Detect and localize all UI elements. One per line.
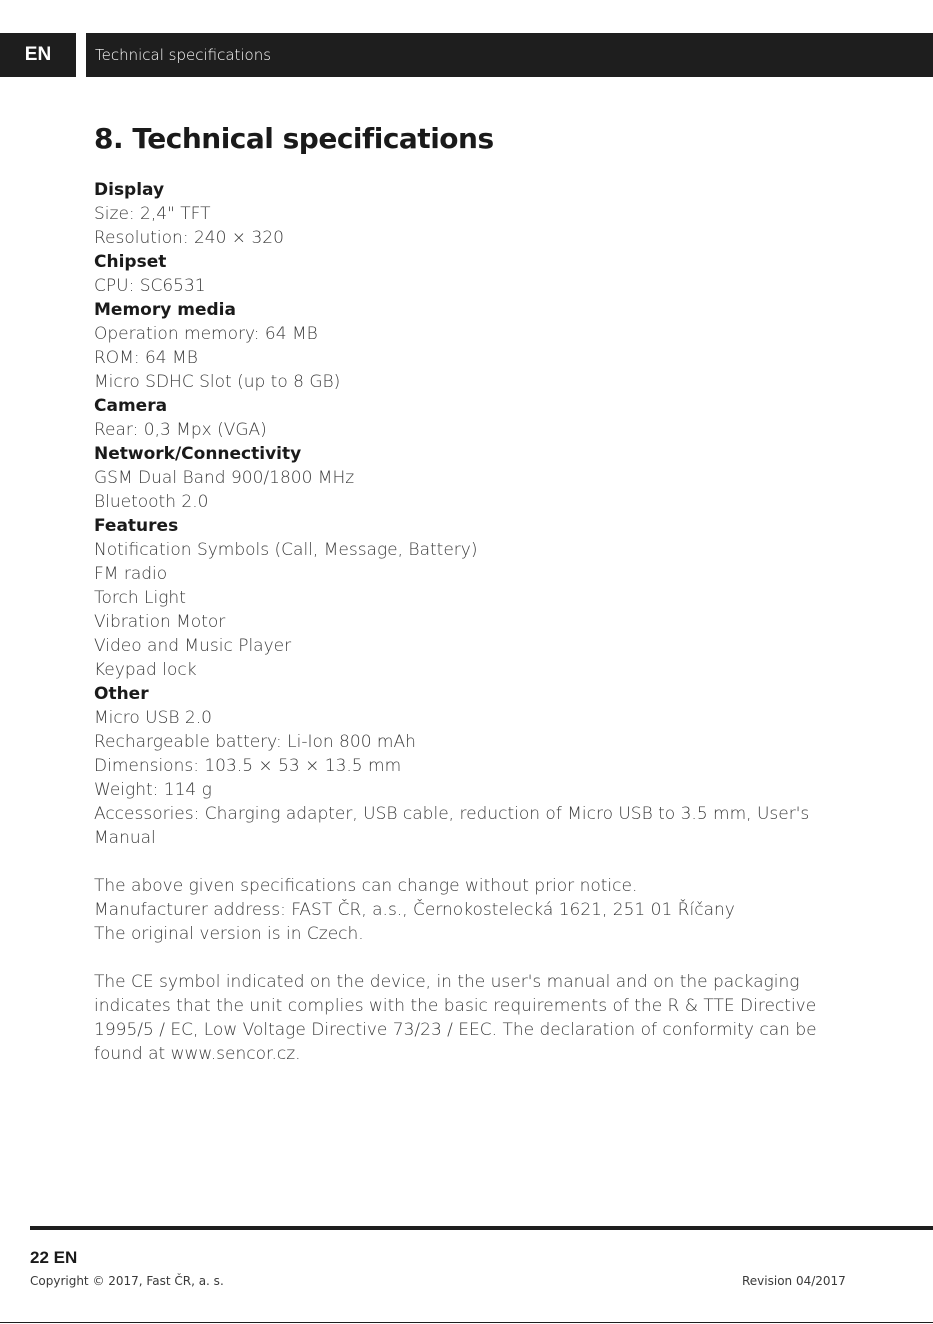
spec-line: Rechargeable battery: Li-Ion 800 mAh bbox=[94, 732, 416, 752]
spec-section-features bbox=[94, 514, 834, 682]
spec-line: Micro SDHC Slot (up to 8 GB) bbox=[94, 372, 341, 392]
header-section-title: Technical specifications bbox=[95, 46, 272, 64]
spec-section-display bbox=[94, 178, 834, 250]
notice-line: The original version is in Czech. bbox=[94, 924, 364, 944]
spec-line: Micro USB 2.0 bbox=[94, 708, 212, 728]
spec-section-network bbox=[94, 442, 834, 514]
spec-line: Vibration Motor bbox=[94, 612, 226, 632]
spec-line: GSM Dual Band 900/1800 MHz bbox=[94, 468, 355, 488]
spec-section-camera bbox=[94, 394, 834, 442]
notice-paragraph bbox=[94, 874, 834, 946]
spec-heading: Display bbox=[94, 180, 165, 200]
spec-line: Operation memory: 64 MB bbox=[94, 324, 318, 344]
spec-heading: Camera bbox=[94, 396, 168, 416]
spec-line: Keypad lock bbox=[94, 660, 197, 680]
spec-line: ROM: 64 MB bbox=[94, 348, 198, 368]
spec-section-chipset bbox=[94, 250, 834, 298]
spec-line: Bluetooth 2.0 bbox=[94, 492, 209, 512]
spec-section-other bbox=[94, 682, 834, 850]
page-header bbox=[0, 33, 933, 77]
spec-heading: Features bbox=[94, 516, 179, 536]
language-tab: EN bbox=[0, 33, 76, 77]
spec-line: Notification Symbols (Call, Message, Battery) bbox=[94, 540, 478, 560]
spec-line: Size: 2,4" TFT bbox=[94, 204, 211, 224]
notice-line: The above given specifications can change without prior notice. bbox=[94, 876, 638, 896]
spec-line: Resolution: 240 × 320 bbox=[94, 228, 284, 248]
bottom-divider bbox=[0, 1322, 933, 1323]
page-number: 22 EN bbox=[30, 1248, 78, 1267]
spec-line: Accessories: Charging adapter, USB cable, reduction of Micro USB to 3.5 mm, User's Manual bbox=[94, 804, 810, 848]
spec-heading: Chipset bbox=[94, 252, 167, 272]
manufacturer-address: Manufacturer address: FAST ČR, a.s., Černokostelecká 1621, 251 01 Říčany bbox=[94, 900, 735, 920]
spec-line: Weight: 114 g bbox=[94, 780, 212, 800]
footer-divider bbox=[30, 1226, 933, 1230]
copyright-text: Copyright © 2017, Fast ČR, a. s. bbox=[30, 1274, 224, 1288]
spec-line: CPU: SC6531 bbox=[94, 276, 206, 296]
spec-line: Dimensions: 103.5 × 53 × 13.5 mm bbox=[94, 756, 402, 776]
header-title-bar bbox=[86, 33, 933, 77]
spec-heading: Other bbox=[94, 684, 149, 704]
spec-heading: Network/Connectivity bbox=[94, 444, 302, 464]
spec-line: Video and Music Player bbox=[94, 636, 292, 656]
ce-paragraph: The CE symbol indicated on the device, in the user's manual and on the packaging indicates that the unit complies with the basic requirements of the R & TTE Directive 1995/5 / EC, Low Voltage Directive 73/23 / EEC. The declaration of conformity can be found at www.sencor.cz. bbox=[94, 972, 817, 1064]
spec-heading: Memory media bbox=[94, 300, 236, 320]
spec-line: Torch Light bbox=[94, 588, 186, 608]
page-title: 8. Technical specifications bbox=[94, 122, 494, 155]
revision-text: Revision 04/2017 bbox=[742, 1274, 846, 1288]
spec-section-memory bbox=[94, 298, 834, 394]
main-content bbox=[94, 118, 834, 1066]
spec-line: Rear: 0,3 Mpx (VGA) bbox=[94, 420, 267, 440]
spec-line: FM radio bbox=[94, 564, 168, 584]
